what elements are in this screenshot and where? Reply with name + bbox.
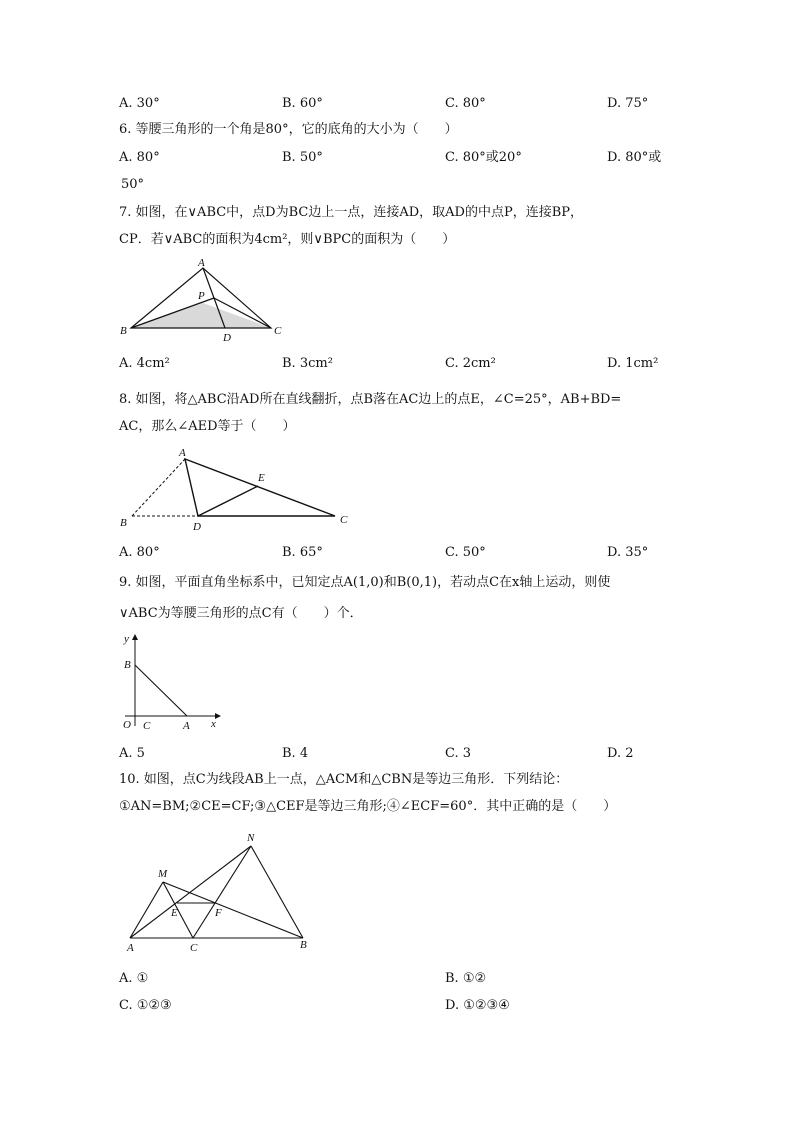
q7-label-p: P xyxy=(198,290,205,302)
q10-option-a: A. ① xyxy=(119,971,149,986)
q10-label-a: A xyxy=(127,942,134,954)
q10-label-n: N xyxy=(247,832,255,844)
q7-option-b: B. 3cm² xyxy=(282,356,333,371)
q10-label-m: M xyxy=(158,868,168,880)
q9-x-arrow-icon xyxy=(215,713,221,719)
q7-label-d: D xyxy=(223,332,231,344)
q8-stem-line2: AC，那么∠AED等于（ ） xyxy=(119,419,296,434)
q10-label-f: F xyxy=(215,907,222,919)
q7-option-c: C. 2cm² xyxy=(445,356,496,371)
q7-label-b: B xyxy=(120,325,127,337)
q9-label-x: x xyxy=(211,718,216,730)
q7-option-a: A. 4cm² xyxy=(119,356,170,371)
q9-stem-line1: 9. 如图，平面直角坐标系中，已知定点A(1,0)和B(0,1)，若动点C在x轴上运动，则使 xyxy=(119,575,611,590)
q7-label-c: C xyxy=(274,325,282,337)
q6-stem: 6. 等腰三角形的一个角是80°，它的底角的大小为（ ） xyxy=(119,122,458,137)
q8-figure xyxy=(115,443,360,538)
q5-option-d: D. 75° xyxy=(607,96,649,111)
q8-option-c: C. 50° xyxy=(445,545,486,560)
q6-option-d: D. 80°或 xyxy=(607,150,662,165)
q9-option-c: C. 3 xyxy=(445,746,472,761)
q9-label-y: y xyxy=(124,633,129,645)
q10-segment-am xyxy=(130,882,163,938)
q5-option-b: B. 60° xyxy=(282,96,323,111)
q5-option-c: C. 80° xyxy=(445,96,486,111)
q10-option-d: D. ①②③④ xyxy=(445,998,510,1013)
q9-label-a: A xyxy=(183,720,190,732)
q8-option-a: A. 80° xyxy=(119,545,160,560)
q7-shaded-triangle xyxy=(131,303,271,328)
q8-label-c: C xyxy=(340,514,348,526)
q10-segment-bm xyxy=(163,882,303,938)
q7-label-a: A xyxy=(198,257,205,269)
q10-label-b: B xyxy=(300,939,307,951)
q8-label-a: A xyxy=(179,447,186,459)
q8-label-e: E xyxy=(258,472,265,484)
q8-dashed-ab xyxy=(132,459,185,516)
q9-option-d: D. 2 xyxy=(607,746,634,761)
q10-segment-cn xyxy=(193,846,251,938)
q8-segment-de xyxy=(198,486,258,516)
q8-triangle-adc xyxy=(185,459,335,516)
q7-stem-line2: CP．若∨ABC的面积为4cm²，则∨BPC的面积为（ ） xyxy=(119,232,456,247)
q8-label-b: B xyxy=(120,517,127,529)
q7-figure xyxy=(115,255,295,345)
q9-label-b: B xyxy=(124,659,131,671)
q8-option-d: D. 35° xyxy=(607,545,649,560)
q9-y-arrow-icon xyxy=(132,634,138,640)
q9-option-b: B. 4 xyxy=(282,746,309,761)
q10-segment-an xyxy=(130,846,251,938)
q9-figure xyxy=(115,630,225,735)
q6-option-b: B. 50° xyxy=(282,150,323,165)
q9-option-a: A. 5 xyxy=(119,746,145,761)
q8-option-b: B. 65° xyxy=(282,545,323,560)
q7-option-d: D. 1cm² xyxy=(607,356,659,371)
q7-stem-line1: 7. 如图，在∨ABC中，点D为BC边上一点，连接AD，取AD的中点P，连接BP， xyxy=(119,205,584,220)
q8-label-d: D xyxy=(193,521,201,533)
q9-segment-ab xyxy=(135,665,187,716)
q10-segment-nb xyxy=(251,846,303,938)
q6-option-d-wrap: 50° xyxy=(121,177,145,192)
q9-label-c: C xyxy=(143,720,151,732)
q5-option-a: A. 30° xyxy=(119,96,160,111)
q10-stem-line1: 10. 如图，点C为线段AB上一点，△ACM和△CBN是等边三角形．下列结论： xyxy=(119,772,569,787)
q6-option-a: A. 80° xyxy=(119,150,160,165)
q10-figure xyxy=(115,828,320,956)
q8-stem-line1: 8. 如图，将△ABC沿AD所在直线翻折，点B落在AC边上的点E，∠C=25°，AB+BD= xyxy=(119,392,622,407)
q6-option-c: C. 80°或20° xyxy=(445,150,522,165)
q10-option-c: C. ①②③ xyxy=(119,998,172,1013)
q9-stem-line2: ∨ABC为等腰三角形的点C有（ ）个． xyxy=(119,606,363,621)
q9-label-o: O xyxy=(123,719,131,731)
q10-stem-line2: ①AN=BM;②CE=CF;③△CEF是等边三角形;④∠ECF=60°．其中正确的是（ ） xyxy=(119,799,617,814)
q10-label-c: C xyxy=(190,942,198,954)
q10-label-e: E xyxy=(171,907,178,919)
q10-option-b: B. ①② xyxy=(445,971,487,986)
